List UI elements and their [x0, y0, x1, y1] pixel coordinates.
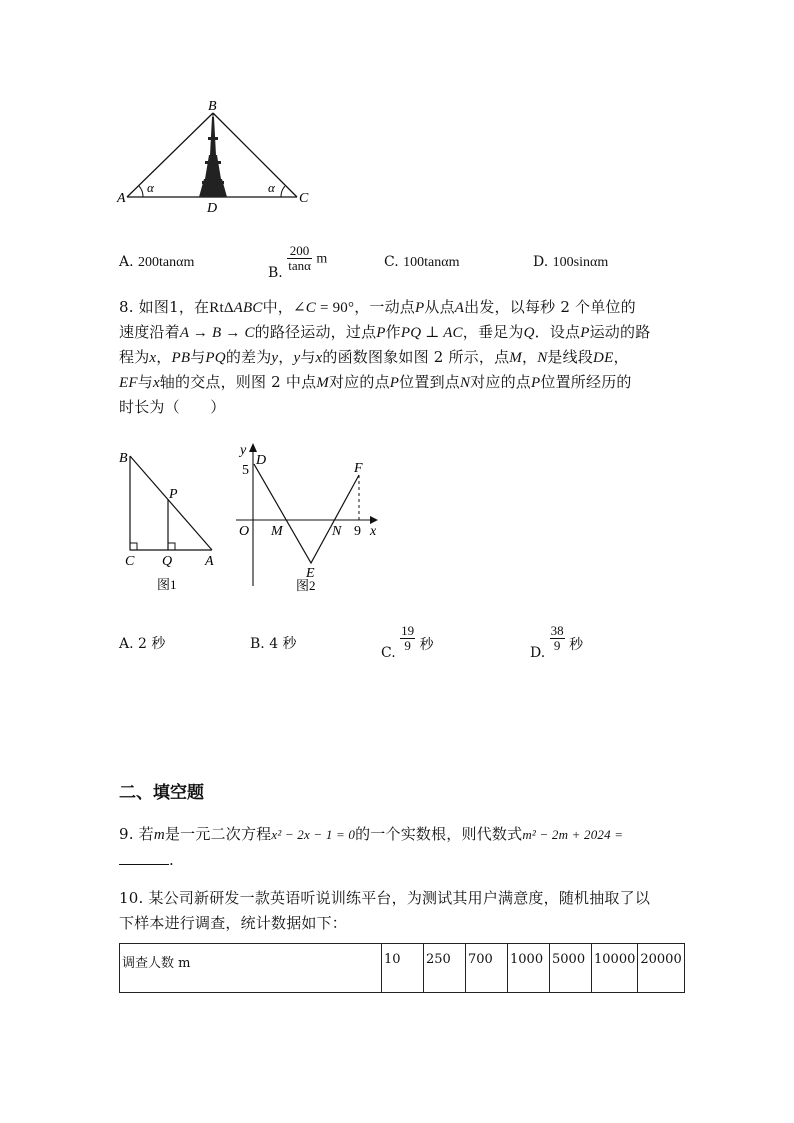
graph-line	[254, 464, 359, 563]
q9-line-1	[119, 822, 623, 848]
fraction-denominator: 9	[553, 638, 561, 653]
table-cell: 5000	[550, 944, 592, 993]
text: ，	[156, 348, 172, 366]
text: PQ ⊥ AC	[400, 325, 463, 341]
q8-line-1	[119, 295, 636, 321]
text: PQ	[205, 350, 226, 366]
label-a: A	[205, 554, 214, 569]
table-cell: 250	[424, 944, 466, 993]
caption: 图1	[157, 577, 177, 592]
label-f: F	[354, 461, 363, 476]
text: 作	[385, 323, 401, 341]
text: 速度沿着	[119, 323, 180, 341]
fraction-denominator: tanα	[288, 258, 311, 273]
text: P	[531, 375, 541, 391]
q8-line-4	[119, 370, 632, 396]
x-axis-arrow	[370, 516, 378, 524]
text: 轴的交点，则图 2 中点	[159, 373, 317, 391]
text: Q	[523, 325, 535, 341]
text: C	[305, 300, 317, 316]
text: y	[293, 350, 301, 366]
q8-line-5: 时长为（ ）	[119, 398, 226, 416]
text: .	[169, 851, 174, 869]
q8-option-d	[530, 623, 584, 661]
q9-line-2	[119, 848, 174, 873]
option-expr: 100tanαm	[403, 255, 460, 270]
fraction-numerator: 200	[287, 244, 312, 259]
label-x: x	[370, 524, 377, 539]
option-letter: D.	[533, 254, 549, 270]
text: 的一个实数根，则代数式	[355, 825, 523, 843]
label-9: 9	[354, 524, 361, 539]
q7-option-a	[119, 254, 194, 271]
table-cell: 10000	[592, 944, 638, 993]
text: x	[315, 350, 323, 366]
alpha-left: α	[147, 180, 154, 195]
text: 与	[300, 348, 316, 366]
label-c: C	[299, 191, 309, 206]
text: m	[153, 827, 165, 843]
alpha-right: α	[268, 180, 275, 195]
side-bc	[213, 113, 297, 197]
text: P	[580, 325, 590, 341]
q10-line-2: 下样本进行调查，统计数据如下：	[119, 914, 348, 932]
option-expr: 200tanαm	[138, 255, 195, 270]
text: y	[271, 350, 279, 366]
side-ab	[127, 113, 213, 197]
option-expr: 100sinαm	[552, 255, 609, 270]
tower-figure	[115, 95, 315, 215]
text: DE	[593, 350, 614, 366]
option-fraction	[550, 624, 565, 653]
q7-option-c	[384, 254, 459, 271]
table-cell: 20000	[638, 944, 684, 993]
q7-option-b	[268, 243, 328, 281]
label-q: Q	[162, 554, 173, 569]
text: A → B → C	[179, 325, 255, 341]
label-n: N	[332, 524, 342, 539]
text: ∠	[293, 300, 306, 316]
figure-2	[232, 440, 382, 596]
q8-option-b: B. 4 秒	[250, 636, 297, 652]
text: 位置所经历的	[540, 373, 632, 391]
text: 的函数图象如图 2 所示，点	[322, 348, 510, 366]
text: A	[454, 300, 465, 316]
label-y: y	[240, 443, 247, 458]
label-b: B	[208, 99, 217, 114]
option-letter: B.	[268, 264, 283, 281]
option-unit: m	[316, 251, 328, 267]
text: ，垂足为	[462, 323, 524, 341]
label-m: M	[271, 524, 283, 539]
side-ab	[130, 456, 212, 550]
text: 运动的路	[589, 323, 651, 341]
text: 9. 若	[119, 825, 154, 843]
text: Rt	[209, 300, 224, 316]
expression: m² − 2m + 2024 =	[522, 827, 624, 842]
text: 与	[190, 348, 206, 366]
text: 与	[137, 373, 153, 391]
fraction-denominator: 9	[404, 638, 411, 653]
label-p: P	[169, 487, 178, 502]
text: 对应的点	[328, 373, 390, 391]
text: N	[459, 375, 471, 391]
label-b: B	[119, 451, 128, 466]
q8-option-a: A. 2 秒	[119, 636, 166, 652]
text: 中，	[262, 298, 294, 316]
caption: 图2	[296, 578, 316, 593]
label-d: D	[207, 201, 218, 215]
right-angle-c	[130, 543, 137, 550]
text: M	[509, 350, 522, 366]
table-cell: 1000	[508, 944, 550, 993]
label-o: O	[239, 524, 250, 539]
text: 的差为	[225, 348, 272, 366]
text: P	[389, 375, 400, 391]
text: ，	[613, 348, 629, 366]
text: 从点	[424, 298, 455, 316]
label-a: A	[117, 191, 126, 206]
q8-line-2	[119, 320, 650, 346]
text: P	[415, 300, 425, 316]
text: ，一动点	[354, 298, 415, 316]
text: ．设点	[534, 323, 581, 341]
text: M	[316, 375, 329, 391]
text: 是线段	[547, 348, 594, 366]
y-axis-arrow	[249, 443, 257, 452]
q10-line-1: 10. 某公司新研发一款英语听说训练平台，为测试其用户满意度，随机抽取了以	[119, 889, 651, 907]
option-unit: 秒	[419, 636, 434, 653]
fraction-numerator: 38	[550, 623, 564, 638]
q8-line-3	[119, 345, 629, 371]
section-title: 二、填空题	[119, 783, 204, 803]
text: 8. 如图1，在	[119, 298, 210, 316]
option-unit: 秒	[569, 636, 584, 653]
option-letter: C.	[384, 254, 399, 270]
table-row	[120, 944, 685, 993]
equation: x² − 2x − 1 = 0	[271, 827, 356, 842]
option-fraction	[287, 244, 312, 273]
label-c: C	[125, 554, 135, 569]
q8-option-c	[381, 623, 434, 661]
table-cell: 10	[382, 944, 424, 993]
text: 是一元二次方程	[164, 825, 272, 843]
tower-icon	[199, 117, 227, 197]
label-e: E	[306, 566, 315, 581]
answer-blank[interactable]	[119, 850, 169, 865]
table-header-cell: 调查人数 m	[120, 944, 382, 993]
label-d: D	[256, 453, 267, 468]
text: 位置到点	[399, 373, 460, 391]
option-fraction	[400, 624, 415, 653]
text: = 90°	[316, 300, 355, 316]
text: ，	[278, 348, 294, 366]
survey-table	[119, 943, 685, 993]
q7-option-d	[533, 254, 608, 271]
label-5: 5	[242, 463, 249, 478]
text: N	[537, 350, 548, 366]
table-cell: 700	[466, 944, 508, 993]
text: 的路径运动，过点	[254, 323, 377, 341]
text: 程为	[119, 348, 150, 366]
text: P	[376, 325, 386, 341]
option-letter: A.	[119, 254, 134, 270]
fraction-numerator: 19	[401, 623, 415, 638]
option-letter: D.	[530, 644, 546, 661]
angle-arc-right	[281, 186, 285, 197]
option-letter: C.	[381, 644, 396, 661]
text: ，	[522, 348, 538, 366]
angle-arc-left	[139, 186, 143, 197]
text: Δ	[223, 300, 234, 316]
text: 对应的点	[470, 373, 532, 391]
text: ABC	[233, 300, 263, 316]
figure-1	[115, 446, 225, 596]
text: x	[149, 350, 157, 366]
text: 出发，以每秒 2 个单位的	[464, 298, 636, 316]
text: x	[152, 375, 160, 391]
text: PB	[171, 350, 191, 366]
right-angle-q	[168, 543, 175, 550]
text: EF	[119, 375, 138, 391]
